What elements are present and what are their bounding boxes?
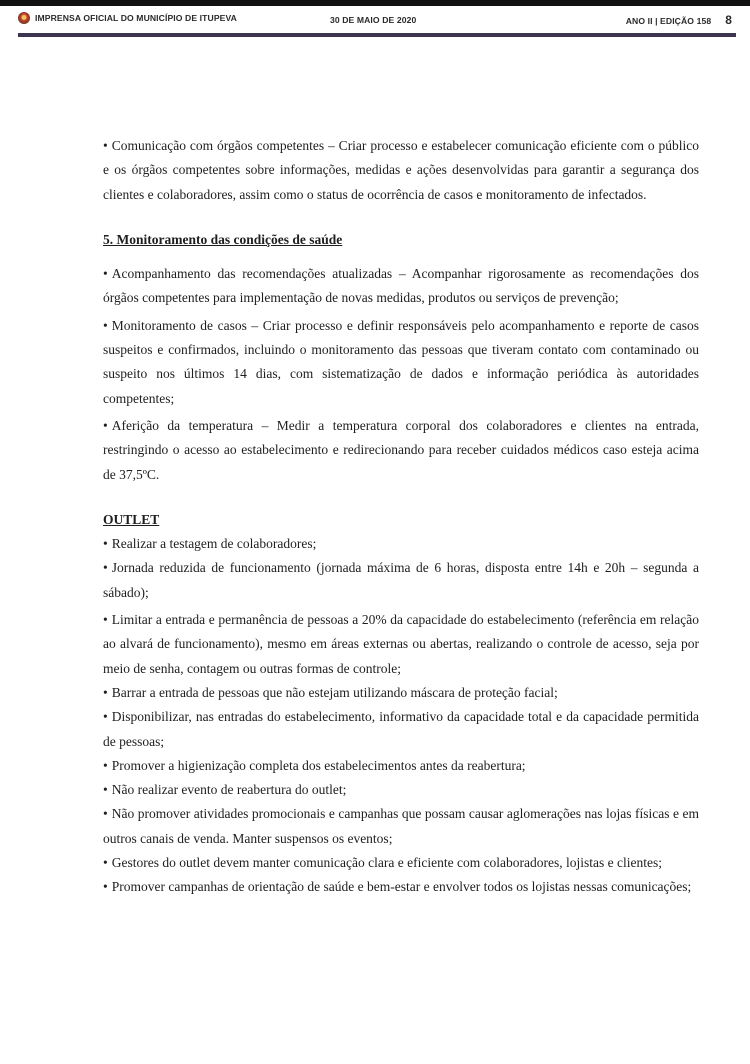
paragraph-bullet xyxy=(103,314,699,411)
paragraph-bullet xyxy=(103,681,699,705)
bullet-text: Não promover atividades promocionais e campanhas que possam causar aglomerações nas lojas físicas e em outros canais de venda. Manter suspensos os eventos; xyxy=(103,806,699,846)
bullet-text: Não realizar evento de reabertura do outlet; xyxy=(111,782,347,798)
bullet-text: Barrar a entrada de pessoas que não estejam utilizando máscara de proteção facial; xyxy=(111,684,558,700)
header-right xyxy=(626,13,732,27)
document-body xyxy=(103,134,699,900)
header-divider xyxy=(18,33,736,37)
bullet-mark: • xyxy=(103,709,108,725)
bullet-text: Promover campanhas de orientação de saúde e bem-estar e envolver todos os lojistas nessas comunicações; xyxy=(111,879,692,895)
section-heading: OUTLET xyxy=(103,511,160,527)
bullet-text: Promover a higienização completa dos estabelecimentos antes da reabertura; xyxy=(111,757,526,773)
bullet-text: Acompanhamento das recomendações atualizadas – Acompanhar rigorosamente as recomendações dos órgãos competentes para implementação de novas medidas, produtos ou serviços de prevenção; xyxy=(103,266,699,306)
bullet-mark: • xyxy=(103,806,108,822)
bullet-mark: • xyxy=(103,855,108,871)
bullet-mark: • xyxy=(103,417,108,433)
bullet-text: Jornada reduzida de funcionamento (jornada máxima de 6 horas, disposta entre 14h e 20h – segunda a sábado); xyxy=(103,560,699,600)
paragraph-bullet xyxy=(103,262,699,311)
paragraph-bullet xyxy=(103,778,699,802)
bullet-text: Realizar a testagem de colaboradores; xyxy=(111,536,317,552)
paragraph-bullet xyxy=(103,802,699,851)
bullet-mark: • xyxy=(103,266,108,282)
paragraph-bullet xyxy=(103,556,699,605)
issue-date: 30 DE MAIO DE 2020 xyxy=(330,15,417,25)
bullet-mark: • xyxy=(103,317,108,333)
paragraph-bullet xyxy=(103,705,699,754)
bullet-mark: • xyxy=(103,612,108,628)
paragraph-bullet xyxy=(103,851,699,875)
edition-label: ANO II | EDIÇÃO 158 xyxy=(625,16,712,26)
bullet-text: Disponibilizar, nas entradas do estabelecimento, informativo da capacidade total e da capacidade permitida de pessoas; xyxy=(103,709,699,749)
bullet-text: Gestores do outlet devem manter comunicação clara e eficiente com colaboradores, lojistas e clientes; xyxy=(111,855,663,871)
bullet-mark: • xyxy=(103,782,108,798)
bullet-text: Monitoramento de casos – Criar processo e definir responsáveis pelo acompanhamento e reporte de casos suspeitos e confirmados, incluindo o monitoramento das pessoas que tiveram contato com contaminado ou suspeito nos últimos 14 dias, com sistematização de dados e informação periódica às autoridades competentes; xyxy=(103,317,699,406)
publication-name: IMPRENSA OFICIAL DO MUNICÍPIO DE ITUPEVA xyxy=(35,13,237,23)
municipal-seal-icon xyxy=(18,12,30,24)
page-number: 8 xyxy=(725,13,732,27)
header-left xyxy=(18,12,237,24)
paragraph-bullet xyxy=(103,875,699,899)
paragraph-bullet xyxy=(103,608,699,681)
bullet-text: Limitar a entrada e permanência de pessoas a 20% da capacidade do estabelecimento (referência em relação ao alvará de funcionamento), mesmo em áreas externas ou abertas, realizando o controle de acesso, seja por meio de senha, contagem ou outras formas de controle; xyxy=(103,612,699,676)
page-header xyxy=(18,9,732,29)
bullet-mark: • xyxy=(103,879,108,895)
bullet-mark: • xyxy=(103,138,108,153)
bullet-text: Aferição da temperatura – Medir a temperatura corporal dos colaboradores e clientes na entrada, restringindo o acesso ao estabelecimento e redirecionando para receber cuidados médicos caso esteja acima de 37,5ºC. xyxy=(103,417,699,482)
bullet-text: Comunicação com órgãos competentes – Criar processo e estabelecer comunicação eficiente com o público e os órgãos competentes sobre informações, medidas e ações desenvolvidas para garantir a segurança dos clientes e colaboradores, assim como o status de ocorrência de casos e monitoramento de infectados. xyxy=(103,138,699,202)
paragraph-bullet xyxy=(103,532,699,556)
bullet-mark: • xyxy=(103,757,108,773)
paragraph-bullet xyxy=(103,134,699,207)
paragraph-bullet xyxy=(103,414,699,487)
paragraph-bullet xyxy=(103,754,699,778)
bullet-mark: • xyxy=(103,536,108,552)
bullet-mark: • xyxy=(103,684,108,700)
bullet-mark: • xyxy=(103,560,108,576)
section-heading: 5. Monitoramento das condições de saúde xyxy=(103,231,343,247)
top-edge-rule xyxy=(0,0,750,6)
